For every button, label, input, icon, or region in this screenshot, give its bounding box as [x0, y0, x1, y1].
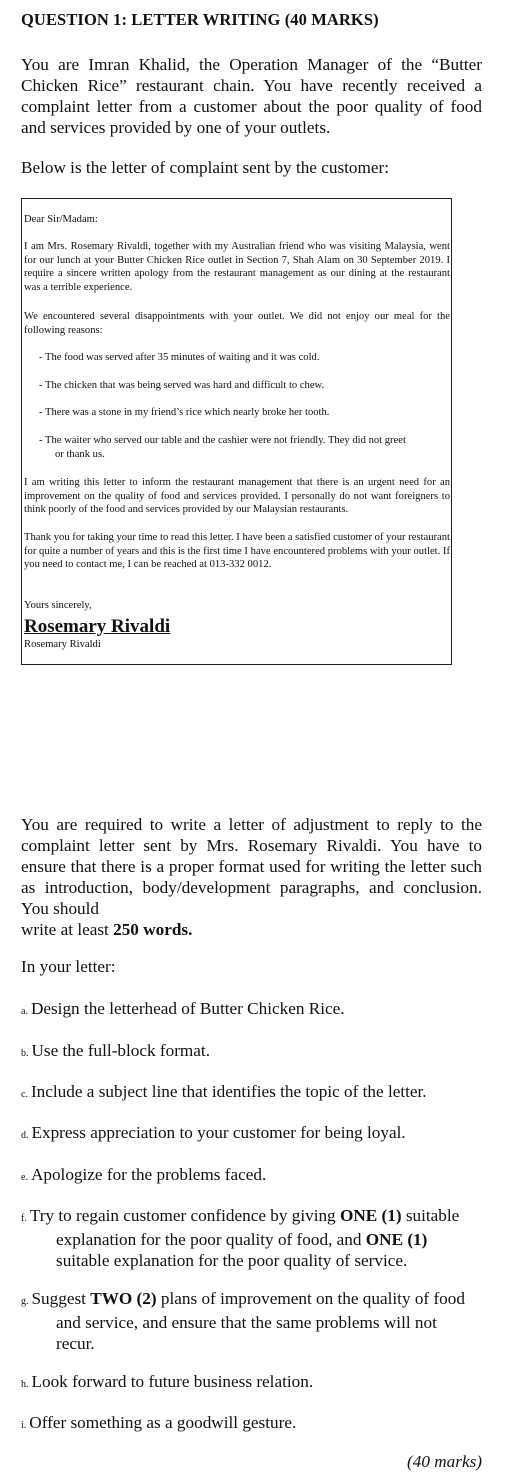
intro-paragraph: You are Imran Khalid, the Operation Manager of the “Butter Chicken Rice” restaurant chain. You have recently received a complaint letter from a customer about the poor quality of food and services provided by one of your outlets. [21, 55, 482, 137]
item-text: Suggest [31, 1289, 91, 1308]
instructions-section [21, 814, 482, 940]
item-marker: g. [21, 1296, 29, 1307]
list-item-f [21, 1205, 482, 1271]
item-continuation: and service, and ensure that the same problems will not [56, 1313, 437, 1332]
word-count-bold: 250 words. [113, 920, 193, 939]
item-marker: f. [21, 1213, 27, 1224]
title-text: QUESTION 1: LETTER WRITING (40 MARKS) [21, 10, 379, 29]
word-count-line [21, 919, 482, 940]
letter-bullet-4-continuation: or thank us. [55, 448, 105, 460]
complaint-letter-box [21, 198, 452, 665]
in-your-letter-heading: In your letter: [21, 957, 116, 976]
letter-paragraph-2: We encountered several disappointments with your outlet. We did not enjoy our meal for the following reasons: [24, 311, 450, 336]
item-text: Express appreciation to your customer for being loyal. [31, 1123, 406, 1142]
item-marker: i. [21, 1420, 27, 1431]
below-text: Below is the letter of complaint sent by the customer: [21, 158, 390, 177]
list-item-i [21, 1412, 482, 1436]
letter-closing: Yours sincerely, [24, 600, 92, 611]
letter-paragraph-1: I am Mrs. Rosemary Rivaldi, together with my Australian friend who was visiting Malaysia, went for our lunch at your Butter Chicken Rice outlet in Section 7, Shah Alam on 30 September 2019. I require a sincere written apology from the restaurant management as our dining at the restaurant was a terrible experience. [24, 241, 450, 293]
item-text: Apologize for the problems faced. [30, 1165, 267, 1184]
letter-sender-name: Rosemary Rivaldi [24, 639, 101, 650]
item-text: Use the full-block format. [31, 1041, 211, 1060]
letter-paragraph-4: Thank you for taking your time to read this letter. I have been a satisfied customer of your restaurant for quite a number of years and this is the first time I have encountered problems with your outlet. If you need to contact me, I can be reached at 013-332 0012. [24, 532, 450, 571]
list-item-b [21, 1040, 482, 1064]
item-marker: a. [21, 1006, 28, 1017]
item-marker: e. [21, 1172, 28, 1183]
list-item-g [21, 1288, 482, 1354]
word-count-prefix: write at least [21, 920, 114, 939]
item-continuation [21, 1229, 482, 1250]
question-title [21, 10, 482, 30]
list-item-c [21, 1081, 482, 1105]
item-text: Offer something as a goodwill gesture. [29, 1413, 297, 1432]
item-marker: b. [21, 1048, 29, 1059]
letter-bullet-3: - There was a stone in my friend’s rice which nearly broke her tooth. [39, 407, 330, 418]
intro-section [21, 54, 482, 138]
item-text: Design the letterhead of Butter Chicken Rice. [30, 999, 345, 1018]
letter-paragraph-3: I am writing this letter to inform the restaurant management that there is an urgent need for an improvement on the quality of food and services provided. I personally do not want foreigners to think poorly of the food and services provided by our Malaysian restaurants. [24, 477, 450, 516]
item-continuation: recur. [56, 1334, 95, 1353]
item-bold: ONE (1) [339, 1206, 402, 1225]
item-continuation: suitable explanation for the poor quality of service. [56, 1251, 408, 1270]
letter-bullet-4-text: - The waiter who served our table and the cashier were not friendly. They did not greet [39, 435, 406, 446]
item-text: Look forward to future business relation. [31, 1372, 314, 1391]
total-marks: (40 marks) [407, 1452, 482, 1471]
item-text: Try to regain customer confidence by giving [29, 1206, 340, 1225]
instructions-paragraph: You are required to write a letter of adjustment to reply to the complaint letter sent by Mrs. Rosemary Rivaldi. You have to ensure that there is a proper format used for writing the letter such as introduction, body/development paragraphs, and conclusion. You should [21, 815, 482, 918]
letter-bullet-4 [39, 434, 450, 461]
item-marker: c. [21, 1089, 28, 1100]
handwritten-signature: Rosemary Rivaldi [24, 616, 171, 637]
item-text: Include a subject line that identifies the topic of the letter. [30, 1082, 427, 1101]
letter-bullet-1: - The food was served after 35 minutes of waiting and it was cold. [39, 352, 320, 363]
item-bold: ONE (1) [365, 1230, 428, 1249]
list-item-e [21, 1164, 482, 1188]
list-item-d [21, 1122, 482, 1146]
item-bold: TWO (2) [90, 1289, 157, 1308]
item-text: suitable [401, 1206, 460, 1225]
letter-bullet-2: - The chicken that was being served was hard and difficult to chew. [39, 380, 325, 391]
item-text: plans of improvement on the quality of food [156, 1289, 465, 1308]
list-item-a [21, 998, 482, 1022]
item-marker: h. [21, 1379, 29, 1390]
letter-salutation: Dear Sir/Madam: [24, 214, 98, 225]
item-marker: d. [21, 1130, 29, 1141]
item-text: explanation for the poor quality of food, and [56, 1230, 366, 1249]
list-item-h [21, 1371, 482, 1395]
below-section [21, 157, 482, 178]
